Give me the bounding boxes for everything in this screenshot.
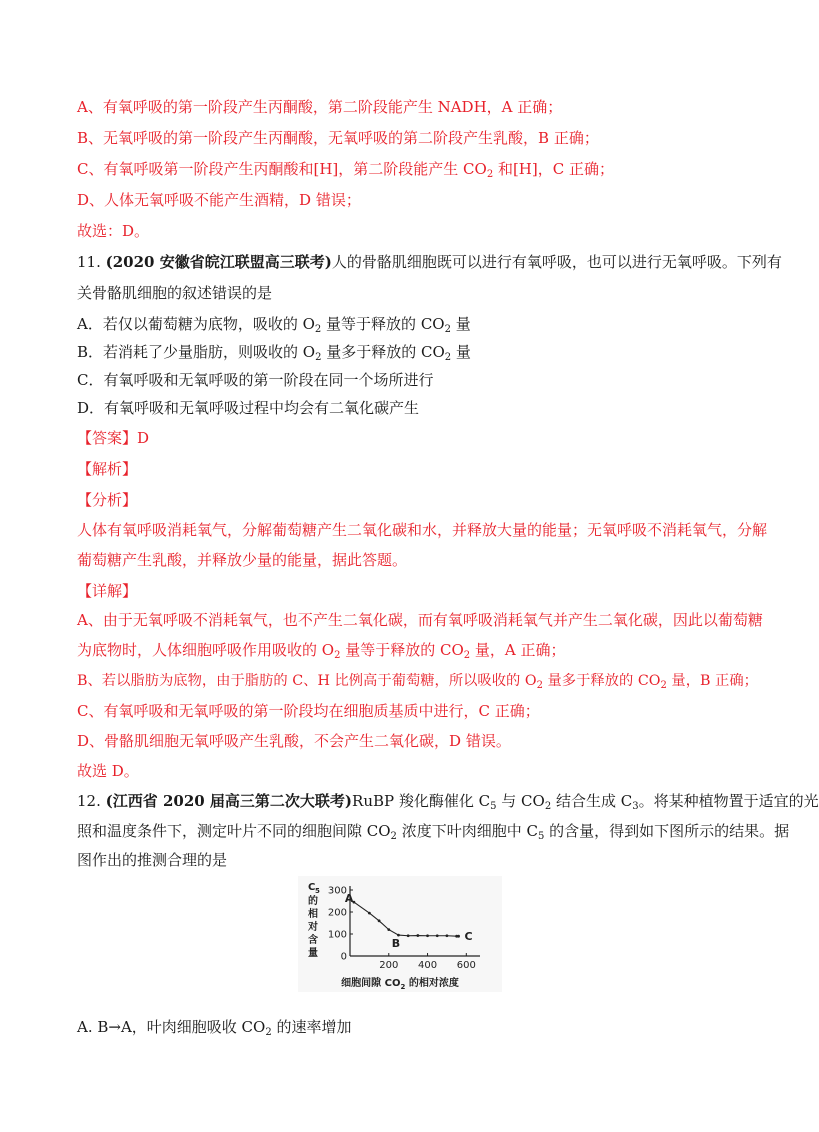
data-point — [446, 934, 449, 937]
y-axis-label-char: 含 — [308, 935, 318, 946]
y-tick-label: 200 — [327, 907, 347, 919]
q12-number: 12. — [77, 792, 101, 810]
q11-fenxi-line1: 人体有氧呼吸消耗氧气，分解葡萄糖产生二氧化碳和水，并释放大量的能量；无氧呼吸不消耗氧气，分解 — [77, 521, 768, 539]
series-line — [354, 902, 459, 936]
y-axis-label-c: C — [308, 882, 316, 893]
data-point — [436, 934, 439, 937]
y-axis-label — [307, 882, 320, 959]
q12-stem-line1: 12. (江西省 2020 届高三第二次大联考)RuBP 羧化酶催化 $C_5$ 与 $CO_2$ 结合生成 $C_3$。将某种植物置于适宜的光 — [77, 792, 819, 812]
q11-detail-a1: A、由于无氧呼吸不消耗氧气，也不产生二氧化碳，而有氧呼吸消耗氧气并产生二氧化碳，因此以葡萄糖 — [77, 611, 763, 629]
chart-axes — [350, 886, 480, 956]
x-axis-label-pre: 细胞间隙 CO — [341, 978, 401, 989]
q11-stem-line2: 关骨骼肌细胞的叙述错误的是 — [77, 284, 273, 302]
y-axis-label-sub: 5 — [315, 887, 320, 895]
prev-answer-conclusion: 故选：D。 — [77, 222, 150, 240]
q11-detail-b: B、若以脂肪为底物，由于脂肪的 C、H 比例高于葡萄糖，所以吸收的 $O_2$ 量多于释放的 $CO_2$ 量，B 正确； — [77, 673, 758, 691]
data-point — [426, 934, 429, 937]
y-axis-label-char: 对 — [308, 922, 318, 933]
x-tick-label: 400 — [417, 960, 438, 971]
point-label-a: A — [344, 892, 354, 906]
data-point — [378, 919, 381, 922]
q11-jiexi-heading: 【解析】 — [77, 460, 138, 478]
q11-fenxi-line2: 葡萄糖产生乳酸，并释放少量的能量，据此答题。 — [77, 551, 408, 569]
data-point — [368, 912, 371, 915]
data-point — [407, 934, 410, 937]
y-tick-label: 100 — [327, 929, 347, 941]
x-axis-label-post: 的相对浓度 — [405, 978, 459, 989]
chart-svg — [298, 876, 502, 992]
data-point — [457, 935, 460, 938]
x-tick-label: 200 — [379, 960, 399, 971]
chart-marks — [345, 892, 473, 950]
q11-xiangjie-heading: 【详解】 — [77, 582, 138, 600]
x-axis-label — [341, 976, 459, 991]
q11-source: (2020 安徽省皖江联盟高三联考) — [105, 253, 332, 271]
q11-answer: 【答案】D — [77, 429, 150, 447]
x-axis-label-sub: 2 — [400, 983, 406, 991]
x-tick-label: 600 — [456, 960, 476, 971]
q11-detail-c: C、有氧呼吸和无氧呼吸的第一阶段均在细胞质基质中进行，C 正确； — [77, 702, 540, 720]
q12-stem-line2: 照和温度条件下，测定叶片不同的细胞间隙 $CO_2$ 浓度下叶肉细胞中 $C_5$ 的含量，得到如下图所示的结果。据 — [77, 822, 790, 842]
prev-answer-line-a: A、有氧呼吸的第一阶段产生丙酮酸，第二阶段能产生 NADH，A 正确； — [77, 98, 563, 116]
q11-detail-a2: 为底物时，人体细胞呼吸作用吸收的 $O_2$ 量等于释放的 $CO_2$ 量，A 正确； — [77, 641, 566, 661]
q11-option-b: B．若消耗了少量脂肪，则吸收的 $O_2$ 量多于释放的 $CO_2$ 量 — [77, 343, 471, 363]
y-axis-label-char: 相 — [308, 909, 318, 920]
q11-option-c: C．有氧呼吸和无氧呼吸的第一阶段在同一个场所进行 — [77, 371, 434, 389]
q12-option-a: A. B→A，叶肉细胞吸收 $CO_2$ 的速率增加 — [77, 1018, 352, 1038]
prev-answer-line-b: B、无氧呼吸的第一阶段产生丙酮酸，无氧呼吸的第二阶段产生乳酸，B 正确； — [77, 129, 599, 147]
y-tick-label: 300 — [327, 885, 347, 897]
data-point — [416, 934, 419, 937]
q11-detail-d: D、骨骼肌细胞无氧呼吸产生乳酸，不会产生二氧化碳，D 错误。 — [77, 732, 511, 750]
q11-option-d: D．有氧呼吸和无氧呼吸过程中均会有二氧化碳产生 — [77, 399, 420, 417]
data-point — [397, 934, 400, 937]
point-label-b: B — [391, 937, 401, 951]
point-label-c: C — [464, 930, 473, 944]
q11-fenxi-heading: 【分析】 — [77, 491, 138, 509]
q11-stem-line1: 11. (2020 安徽省皖江联盟高三联考)人的骨骼肌细胞既可以进行有氧呼吸，也可以进行无氧呼吸。下列有 — [77, 253, 782, 271]
chart-series — [352, 901, 459, 938]
q11-number: 11. — [77, 253, 101, 271]
q11-conclusion: 故选 D。 — [77, 762, 139, 780]
y-axis-label-char: 量 — [308, 948, 318, 959]
q12-source: (江西省 2020 届高三第二次大联考) — [105, 792, 353, 810]
y-tick-label: 0 — [340, 951, 347, 963]
y-axis-label-char: 的 — [308, 896, 318, 907]
c5-content-chart — [298, 876, 502, 992]
data-point — [387, 928, 390, 931]
q12-stem-line3: 图作出的推测合理的是 — [77, 851, 228, 869]
prev-answer-line-c: C、有氧呼吸第一阶段产生丙酮酸和[H]，第二阶段能产生 $CO_2$ 和[H]，C 正确； — [77, 160, 614, 180]
prev-answer-line-d: D、人体无氧呼吸不能产生酒精，D 错误； — [77, 191, 361, 209]
q11-option-a: A．若仅以葡萄糖为底物，吸收的 $O_2$ 量等于释放的 $CO_2$ 量 — [77, 315, 471, 335]
